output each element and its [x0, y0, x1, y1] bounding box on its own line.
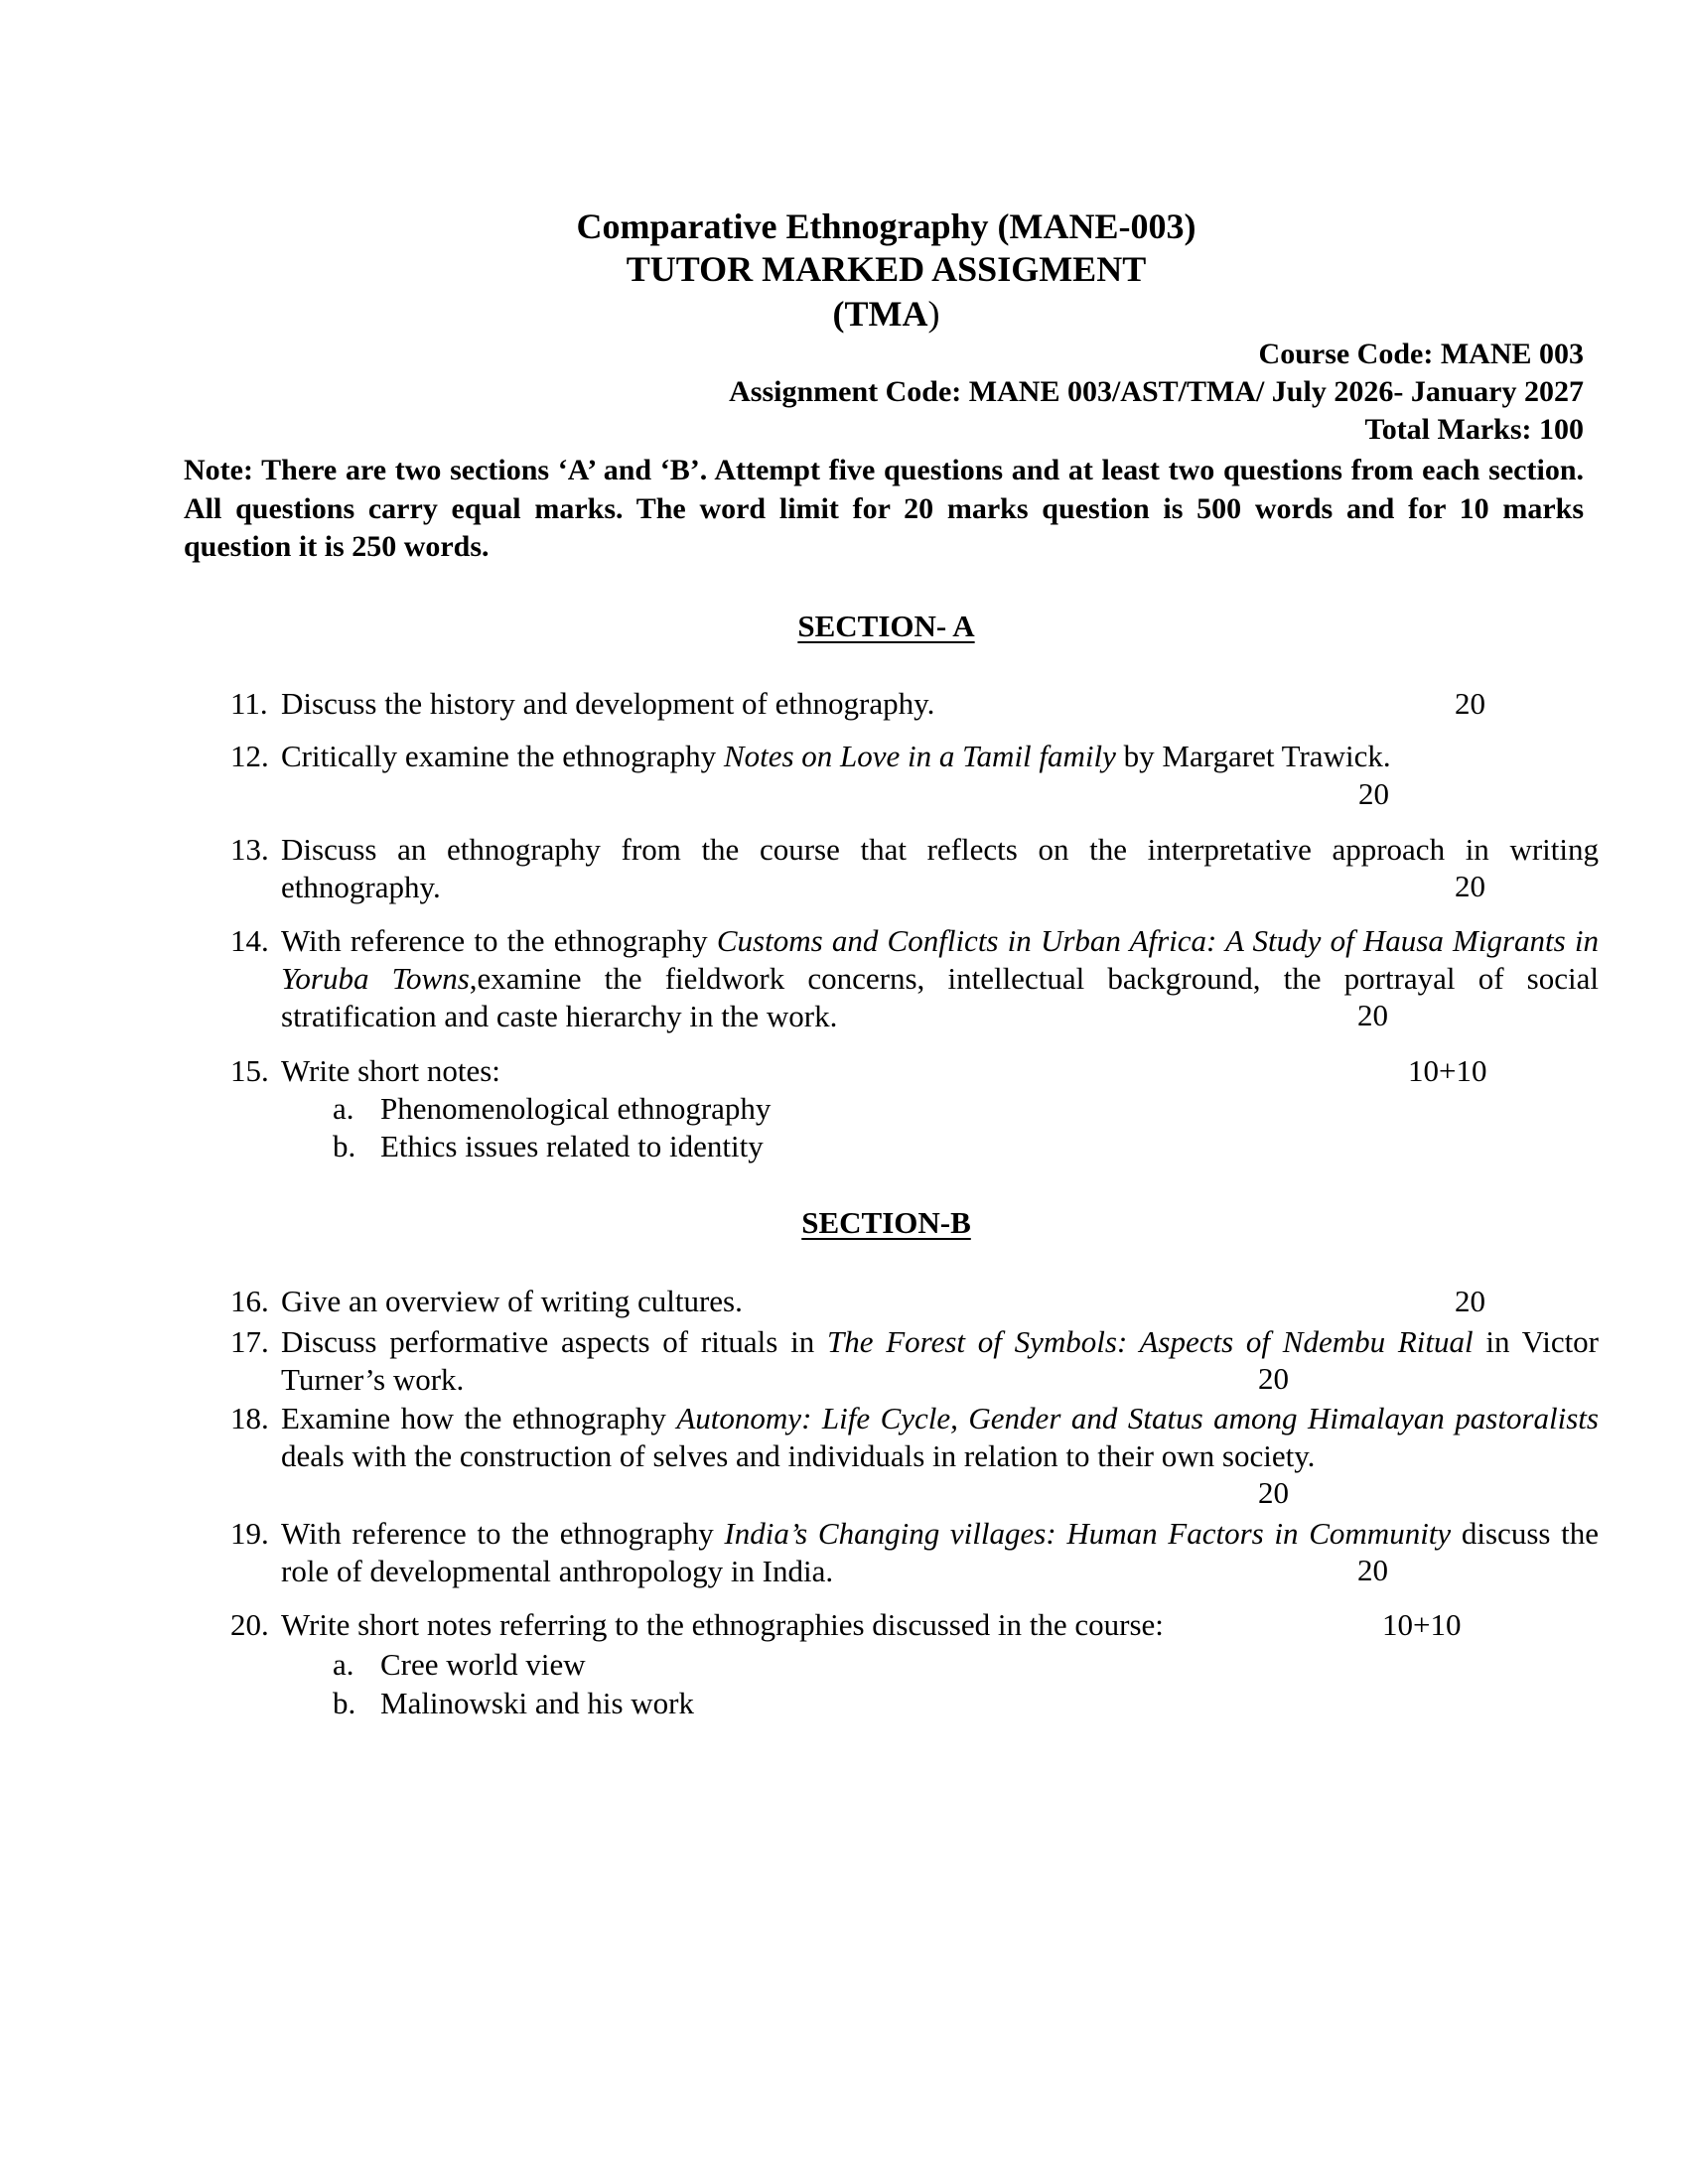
document-abbrev: (TMA) — [832, 294, 940, 334]
question-14-marks: 20 — [1357, 998, 1388, 1032]
ethnography-title: Customs and Conflicts in Urban Africa: A Study of Hausa Migrants in Yoruba Towns — [281, 923, 1600, 996]
question-17-marks: 20 — [1258, 1361, 1289, 1396]
question-14 — [223, 922, 1599, 1035]
question-number: 15. — [230, 1053, 269, 1088]
section-a-heading: SECTION- A — [797, 609, 975, 643]
question-marks: 20 — [1455, 1284, 1485, 1318]
question-marks: 20 — [1455, 686, 1485, 721]
question-12-marks: 20 — [1358, 776, 1389, 811]
question-text: Write short notes referring to the ethnographies discussed in the course: — [281, 1607, 1164, 1642]
question-text: With reference to the ethnography India’s Changing villages: Human Factors in Community discuss the role of developmental anthropology in India. — [281, 1516, 1600, 1588]
question-number: 12. — [230, 739, 269, 773]
ethnography-title: Notes on Love in a Tamil family — [723, 739, 1116, 773]
question-number: 11. — [230, 686, 268, 721]
question-text: Critically examine the ethnography Notes on Love in a Tamil family by Margaret Trawick. — [281, 739, 1391, 773]
section-b-heading: SECTION-B — [801, 1205, 971, 1240]
question-text: Discuss the history and development of ethnography. — [281, 686, 935, 721]
question-text: With reference to the ethnography Customs and Conflicts in Urban Africa: A Study of Hausa Migrants in Yoruba Towns,examine the fieldwork concerns, intellectual background, the portrayal of social stratification and caste hierarchy in the work. — [281, 923, 1600, 1033]
instructions-note: Note: There are two sections ‘A’ and ‘B’. Attempt five questions and at least two questions from each section. All questions carry equal marks. The word limit for 20 marks question is 500 words and for 10 marks question it is 250 words. — [184, 454, 1584, 563]
question-text: Write short notes: — [281, 1053, 500, 1088]
ethnography-title: Autonomy: Life Cycle, Gender and Status among Himalayan pastoralists — [676, 1401, 1599, 1435]
question-marks: 10+10 — [1382, 1607, 1462, 1642]
question-number: 20. — [230, 1607, 269, 1642]
question-18-marks: 20 — [1258, 1475, 1289, 1510]
question-13 — [223, 831, 1599, 906]
question-number: 17. — [230, 1324, 269, 1359]
question-number: 19. — [230, 1516, 269, 1551]
document-subtitle: TUTOR MARKED ASSIGMENT — [626, 249, 1147, 289]
question-15 — [223, 1052, 1599, 1090]
question-18 — [223, 1400, 1599, 1475]
question-text: Give an overview of writing cultures. — [281, 1284, 743, 1318]
question-text: Examine how the ethnography Autonomy: Life Cycle, Gender and Status among Himalayan pastoralists deals with the construction of selves and individuals in relation to their own society. — [281, 1401, 1599, 1473]
question-11 — [223, 685, 1599, 723]
question-19-marks: 20 — [1357, 1553, 1388, 1587]
question-number: 14. — [230, 923, 269, 958]
question-17 — [223, 1323, 1599, 1399]
document-title: Comparative Ethnography (MANE-003) — [576, 206, 1196, 246]
question-text: Discuss an ethnography from the course that reflects on the interpretative approach in writing ethnography. — [281, 832, 1599, 904]
question-marks: 10+10 — [1408, 1053, 1487, 1088]
course-code: Course Code: MANE 003 — [1258, 338, 1584, 370]
question-20 — [223, 1606, 1599, 1644]
question-13-marks: 20 — [1455, 869, 1485, 903]
question-number: 13. — [230, 832, 269, 867]
question-12 — [223, 738, 1599, 775]
ethnography-title: India’s Changing villages: Human Factors in Community — [724, 1516, 1452, 1551]
question-text: Discuss performative aspects of rituals in The Forest of Symbols: Aspects of Ndembu Ritual in Victor Turner’s work. — [281, 1324, 1600, 1397]
question-19 — [223, 1515, 1599, 1590]
assignment-page: Comparative Ethnography (MANE-003) TUTOR MARKED ASSIGMENT (TMA) Course Code: MANE 003 Assignment Code: MANE 003/AST/TMA/ July 2026- January 2027 Total Marks: 100 Note: There are two sections ‘A’ and ‘B’. Attempt five questions and at least two questions from each section. All questions carry equal marks. The word limit for 20 marks question is 500 words and for 10 marks question it is 250 words. SECTION- A 11. Discuss the history and development of ethnography. 20 12. Critically examine the ethnography Notes on Love in a Tamil family by Margaret Trawick. 20 13. Discuss an ethnography from the course that reflects on the interpretative approach in writing ethnography. 20 14. With reference to the ethnography Customs and Conflicts in Urban Africa: A Study of Hausa Migrants in Yoruba Towns,examine the fieldwork concerns, intellectual background, the portrayal of social stratification and caste hierarchy in the work. 20 15. Write short notes: 10+10 a. Phenomenological ethnography b. Ethics issues related to identity SECTION-B 16. Give an overview of writing cultures. 20 17. Discuss performative aspects of rituals in The Forest of Symbols: Aspects of Ndembu Ritual in Victor Turner’s work. 20 18. Examine how the ethnography Autonomy: Life Cycle, Gender and Status among Himalayan pastoralists deals with the construction of selves and individuals in relation to their own society. 20 19. With reference to the ethnography India’s Changing villages: Human Factors in Community discuss the role of developmental anthropology in India. 20 20. Write short notes referring to the ethnographies discussed in the course: 10+10 a. Cree world view b. Malinowski and his work — [0, 0, 1688, 2184]
question-number: 16. — [230, 1284, 269, 1318]
question-16 — [223, 1283, 1599, 1320]
assignment-code: Assignment Code: MANE 003/AST/TMA/ July 2026- January 2027 — [729, 375, 1584, 408]
question-number: 18. — [230, 1401, 269, 1435]
total-marks: Total Marks: 100 — [1364, 413, 1584, 446]
ethnography-title: The Forest of Symbols: Aspects of Ndembu Ritual — [826, 1324, 1474, 1359]
